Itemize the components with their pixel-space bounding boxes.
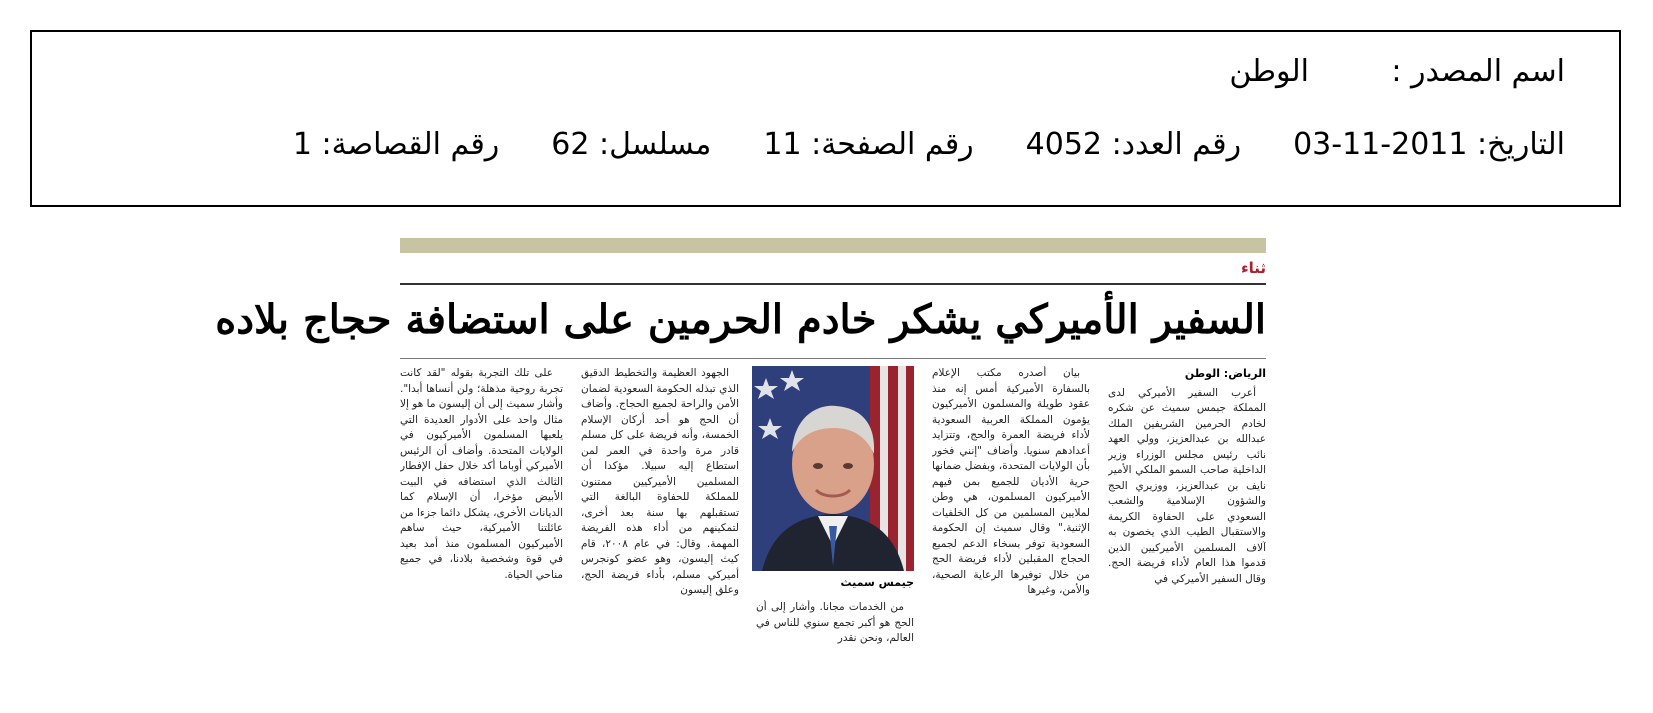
article-column-4 (581, 366, 739, 646)
column-1-text: أعرب السفير الأميركي لدى المملكة جيمس سميث عن شكره لخادم الحرمين الشريفين الملك عبدالله بن عبدالعزيز، وولي العهد نائب رئيس مجلس الوزراء وزير الداخلية صاحب السمو الملكي الأمير نايف بن عبدالعزيز، ووزيري الحج والشؤون الإسلامية والشعب السعودي على الحفاوة الكريمة والاستقبال الطيب الذي يخصون به آلاف المسلمين الأميركيين الذين قدموا هذا العام لأداء فريضة الحج. وقال السفير الأميركي في (1108, 386, 1266, 585)
article-column-3 (756, 600, 914, 648)
article-column-2 (932, 366, 1090, 646)
date-field (1293, 126, 1565, 164)
page-label: رقم الصفحة: (811, 127, 974, 162)
column-3-text: من الخدمات مجانا. وأشار إلى أن الحج هو أكبر تجمع سنوي للناس في العالم، ونحن نقدر (756, 601, 914, 644)
column-5-text: على تلك التجربة بقوله "لقد كانت تجربة روحية مذهلة؛ ولن أنساها أبدا". وأشار سميث إلى أن إليسون ما هو إلا مثال واحد على الأدوار العديدة التي يلعبها المسلمون الأميركيون في الولايات المتحدة. وأضاف أن الرئيس الأميركي أوباما أكد خلال حفل الإفطار الثالث الذي استضافه في البيت الأبيض مؤخرا، أن الإسلام كما الديانات الأخرى، يشكل دائما جزءا من عائلتنا الأميركية، حيث ساهم الأميركيون المسلمون منذ أمد بعيد في قوة وشخصية بلادنا، في جميع مناحي الحياة. (400, 367, 563, 581)
source-value: الوطن (1229, 54, 1309, 89)
issue-value: 4052 (1025, 127, 1103, 162)
source-info-box (30, 30, 1621, 207)
clip-field (293, 126, 499, 164)
serial-value: 62 (551, 127, 590, 162)
serial-field (551, 126, 711, 164)
page-field (763, 126, 973, 164)
meta-row (293, 126, 1565, 164)
column-2-text: بيان أصدره مكتب الإعلام بالسفارة الأميركية أمس إنه منذ عقود طويلة والمسلمون الأميركيون يؤمون المملكة العربية السعودية لأداء فريضة العمرة والحج، وتتزايد أعدادهم سنويا. وأضاف "إنني فخور بأن الولايات المتحدة، وبفضل ضمانها حرية الأديان للجميع بمن فيهم الأميركيون المسلمون، هي وطن لملايين المسلمين من كل الخلفيات الإثنية." وقال سميث إن الحكومة السعودية توفر بسخاء الدعم لجميع الحجاج المقبلين لأداء فريضة الحج من خلال توفيرها الرعاية الصحية، والأمن، وغيرها (932, 367, 1090, 596)
issue-label: رقم العدد: (1111, 127, 1242, 162)
source-row (1229, 53, 1565, 91)
article-column-1 (1108, 366, 1266, 646)
section-tag: ثناء (1240, 259, 1266, 277)
article-column-5 (400, 366, 563, 646)
page-value: 11 (763, 127, 802, 162)
clip-value: 1 (292, 127, 312, 162)
headline: السفير الأميركي يشكر خادم الحرمين على استضافة حجاج بلاده (215, 296, 1266, 343)
newspaper-clipping (215, 238, 1266, 648)
portrait-illustration (752, 366, 914, 571)
source-label: اسم المصدر : (1391, 54, 1565, 89)
headline-rule (400, 358, 1266, 359)
date-value: 2011-11-03 (1293, 127, 1468, 162)
section-color-bar (400, 238, 1266, 253)
top-rule (400, 283, 1266, 285)
issue-field (1026, 126, 1241, 164)
ambassador-photo (752, 366, 914, 571)
photo-caption: جيمس سميث (840, 576, 914, 589)
serial-label: مسلسل: (599, 127, 712, 162)
column-4-text: الجهود العظيمة والتخطيط الدقيق الذي تبذله الحكومة السعودية لضمان الأمن والراحة لجميع الحجاج. وأضاف أن الحج هو أحد أركان الإسلام الخمسة، وأنه فريضة على كل مسلم قادر مرة واحدة في العمر لمن استطاع إليه سبيلا. مؤكدا أن المسلمين الأميركيين ممتنون للمملكة للحفاوة البالغة التي تستقبلهم بها سنة بعد أخرى، لتمكينهم من أداء هذه الفريضة المهمة. وقال: في عام ٢٠٠٨، قام كيث إليسون، وهو عضو كونجرس أميركي مسلم، بأداء فريضة الحج، وعلق إليسون (581, 367, 739, 596)
byline: الرياض: الوطن (1184, 367, 1266, 380)
clip-label: رقم القصاصة: (321, 127, 500, 162)
date-label: التاريخ: (1477, 127, 1565, 162)
